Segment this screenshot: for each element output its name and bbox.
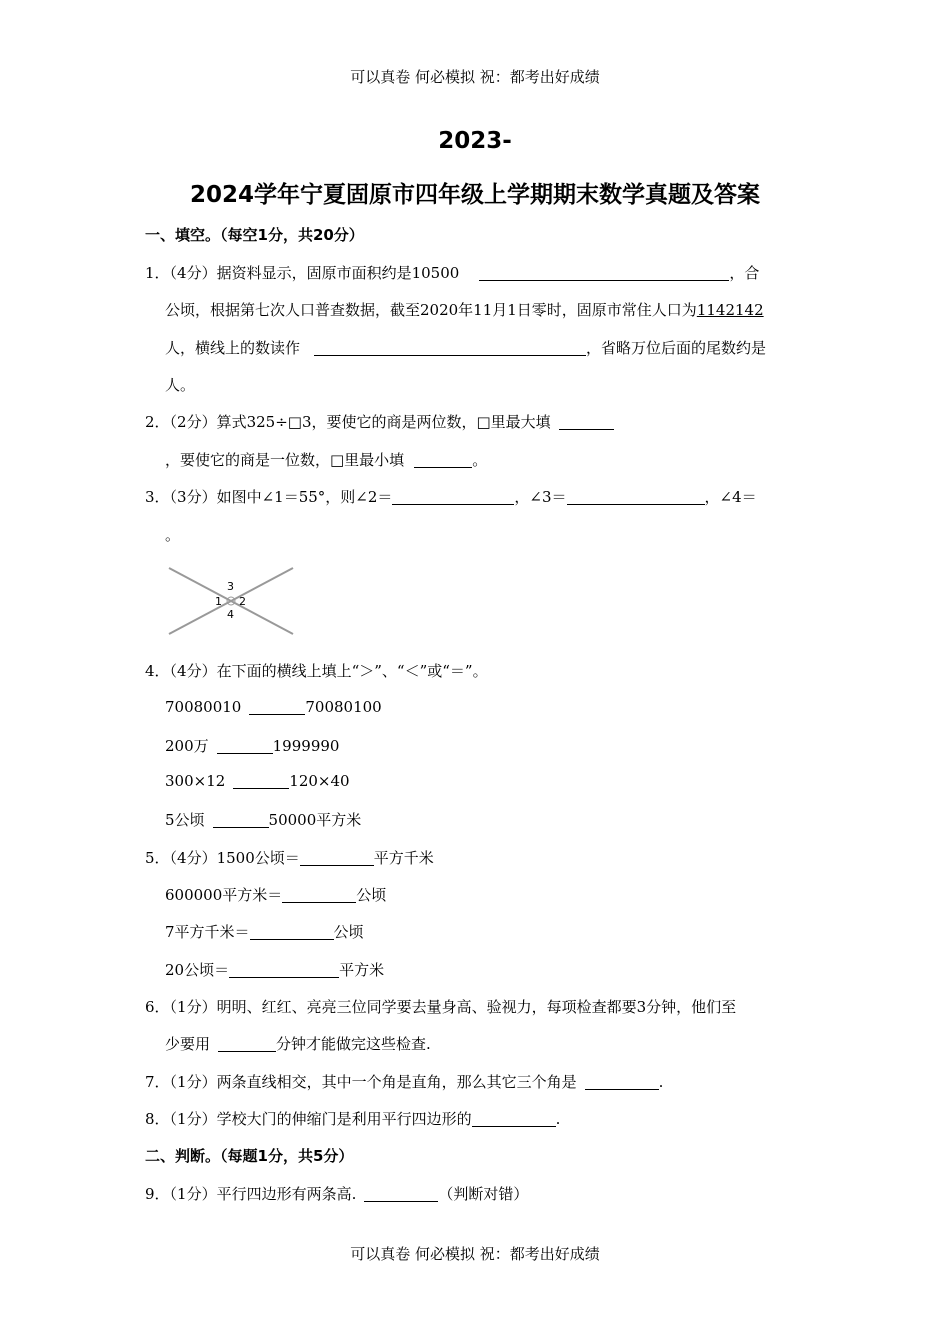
q5-unit-1: 平方千米 [373, 849, 434, 867]
q3-text-c: ，∠4＝ [704, 488, 757, 506]
figure-label-2: 2 [239, 595, 246, 608]
q5-text-4: 20公顷＝ [165, 961, 230, 979]
section-heading-fill-blank: 一、填空。（每空1分，共20分） [145, 226, 364, 244]
figure-label-4: 4 [227, 608, 234, 621]
q1-text-c: 公顷，根据第七次人口普查数据，截至2020年11月1日零时，固原市常住人口为 [165, 301, 697, 319]
q4-row2-left: 200万 [165, 737, 209, 755]
q7-blank[interactable] [585, 1074, 659, 1090]
q5-text-3: 7平方千米＝ [165, 923, 250, 941]
q2-line2 [165, 449, 487, 470]
q5-unit-3: 公顷 [333, 923, 364, 941]
q4-row [165, 698, 382, 716]
q3-text: 3．（3分）如图中∠1＝55°，则∠2＝ [145, 488, 393, 506]
q6-text: 少要用 [165, 1035, 211, 1053]
q4-line1: 4．（4分）在下面的横线上填上“＞”、“＜”或“＝”。 [145, 662, 488, 680]
q4-blank-3[interactable] [233, 773, 289, 789]
q4-row [165, 772, 350, 790]
page-header: 可以真卷 何必模拟 祝：都考出好成绩 [350, 68, 600, 86]
q3-text-b: ，∠3＝ [514, 488, 567, 506]
q1-line3 [165, 337, 766, 358]
q6-line1: 6．（1分）明明、红红、亮亮三位同学要去量身高、验视力，每项检查都要3分钟，他们至 [145, 998, 737, 1016]
q4-row4-right: 50000平方米 [268, 811, 362, 829]
page-title-line1: 2023- [438, 128, 512, 154]
q5-line4 [165, 959, 384, 980]
q3-blank-1[interactable] [392, 489, 514, 505]
q2-line1 [145, 411, 614, 432]
q1-line4: 人。 [165, 376, 196, 394]
q5-unit-4: 平方米 [339, 961, 385, 979]
q1-blank-1[interactable] [479, 265, 729, 281]
intersecting-lines-figure [165, 562, 300, 640]
q6-blank[interactable] [218, 1036, 276, 1052]
q3-blank-2[interactable] [567, 489, 705, 505]
q5-blank-3[interactable] [250, 924, 334, 940]
q8-blank[interactable] [472, 1111, 556, 1127]
q4-row [165, 809, 361, 830]
q8-line [145, 1108, 560, 1129]
q5-blank-4[interactable] [229, 962, 339, 978]
q5-line2 [165, 884, 386, 905]
figure-label-3: 3 [227, 580, 234, 593]
q5-line3 [165, 921, 364, 942]
section-heading-true-false: 二、判断。（每题1分，共5分） [145, 1147, 354, 1165]
q2-blank-2[interactable] [414, 452, 472, 468]
q9-blank[interactable] [364, 1186, 438, 1202]
page-footer: 可以真卷 何必模拟 祝：都考出好成绩 [350, 1245, 600, 1263]
q7-text-b: . [658, 1073, 664, 1091]
q3-line1 [145, 486, 757, 507]
q5-line1 [145, 847, 434, 868]
q5-unit-2: 公顷 [356, 886, 387, 904]
q5-blank-2[interactable] [282, 887, 356, 903]
q5-text-2: 600000平方米＝ [165, 886, 283, 904]
q2-text-b: ，要使它的商是一位数，□里最小填 [165, 451, 405, 469]
q4-row [165, 735, 339, 756]
q6-text-b: 分钟才能做完这些检查. [276, 1035, 431, 1053]
q1-population: 1142142 [696, 301, 764, 319]
q4-blank-4[interactable] [213, 812, 269, 828]
q5-blank-1[interactable] [300, 850, 374, 866]
q9-line [145, 1183, 528, 1204]
q1-line1 [145, 262, 759, 283]
q7-text: 7．（1分）两条直线相交，其中一个角是直角，那么其它三个角是 [145, 1073, 577, 1091]
q8-text: 8．（1分）学校大门的伸缩门是利用平行四边形的 [145, 1110, 472, 1128]
q2-blank-1[interactable] [559, 414, 614, 430]
q4-row4-left: 5公顷 [165, 811, 205, 829]
q4-blank-1[interactable] [249, 699, 305, 715]
q8-text-b: . [555, 1110, 561, 1128]
q4-row2-right: 1999990 [272, 737, 340, 755]
q4-row3-left: 300×12 [165, 772, 226, 790]
q3-line2: 。 [165, 526, 181, 544]
q9-text-b: （判断对错） [438, 1185, 529, 1203]
q9-text: 9．（1分）平行四边形有两条高. [145, 1185, 357, 1203]
q4-row1-left: 70080010 [165, 698, 242, 716]
q4-row1-right: 70080100 [305, 698, 382, 716]
q1-text-b: ，合 [729, 264, 760, 282]
q4-blank-2[interactable] [217, 738, 273, 754]
q1-text-d: 人，横线上的数读作 [165, 339, 301, 357]
q1-text: 1．（4分）据资料显示，固原市面积约是10500 [145, 264, 460, 282]
q2-text: 2．（2分）算式325÷□3，要使它的商是两位数，□里最大填 [145, 413, 551, 431]
q4-row3-right: 120×40 [289, 772, 350, 790]
page-title-line2: 2024学年宁夏固原市四年级上学期期末数学真题及答案 [189, 182, 760, 208]
q5-text-1: 5．（4分）1500公顷＝ [145, 849, 300, 867]
q2-text-c: 。 [472, 451, 488, 469]
figure-label-1: 1 [215, 595, 222, 608]
q6-line2 [165, 1033, 431, 1054]
q1-line2 [165, 299, 764, 320]
q1-blank-2[interactable] [314, 340, 586, 356]
q7-line [145, 1071, 663, 1092]
q1-text-e: ，省略万位后面的尾数约是 [586, 339, 767, 357]
